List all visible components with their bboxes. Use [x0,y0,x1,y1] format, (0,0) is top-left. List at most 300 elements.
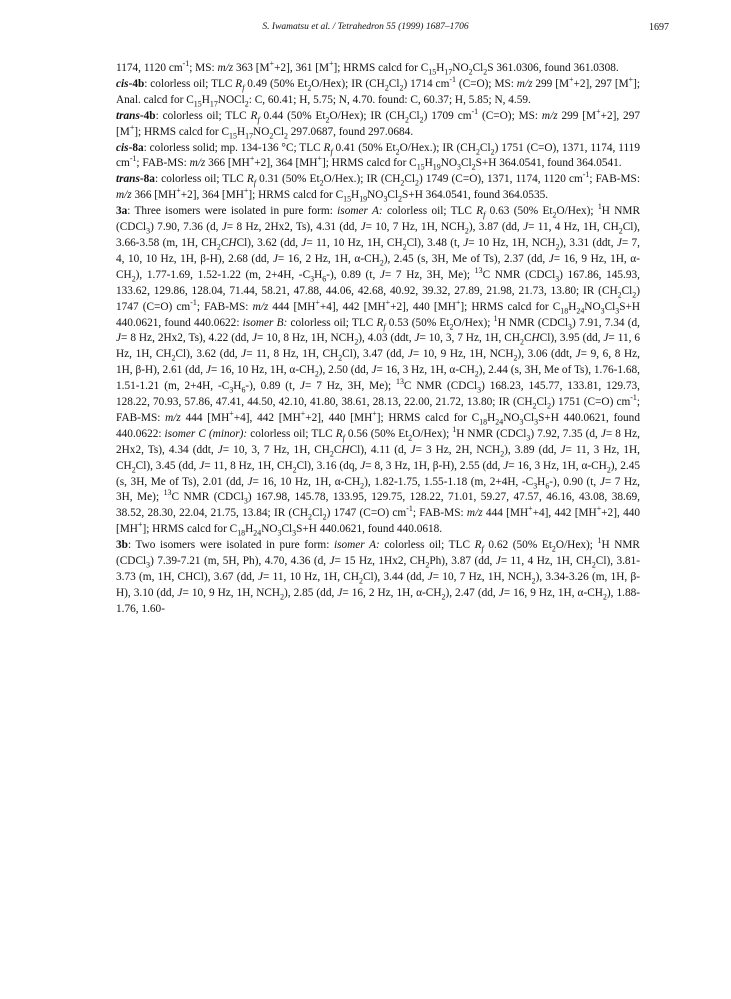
text-run: 2 [384,83,389,93]
text-run: R [246,173,254,186]
text-run: 2 [500,449,505,458]
text-run: J [217,443,223,456]
text-run: J [599,475,605,488]
text-run: 2 [474,369,479,379]
text-run: = 16, 2 Hz, 1H, α-CH [277,252,380,265]
text-run: C [333,443,342,456]
text-run: ) 7.90, 7.36 (d, [150,221,222,234]
text-run: 2 [408,433,413,443]
text-run: 0.53 (50% Et [385,316,450,329]
text-run: Cl), 3.62 (dd, [236,236,302,249]
text-run: 297.0687, found 297.0684. [287,125,414,138]
text-run: Cl [460,157,472,170]
text-run: m/z [516,77,533,90]
text-run: isomer A: [337,205,383,218]
text-run: + [129,122,135,132]
text-run: 3 [457,162,461,172]
text-run: 3b [116,539,128,552]
text-run: Cl [479,141,491,154]
text-run: ), 3.87 (dd, [468,221,524,234]
text-run: = 16, 9 Hz, 1H, α-CH [503,586,603,599]
text-run: Cl), 3.66-3.58 (m, 1H, CH [116,221,640,249]
text-run: = 7 Hz, 3H, Me); [384,268,475,281]
text-run: 2 [490,146,495,156]
text-run: 2 [632,289,637,299]
paragraph-3b [116,538,640,618]
text-run: = 10, 7 Hz, 1H, NCH [432,571,532,583]
text-run: colorless oil; TLC [247,427,336,440]
text-run: -1 [630,393,637,403]
text-run: H NMR (CDCl [116,205,640,234]
text-run: = 15 Hz, 1Hx2, CH [334,555,426,568]
text-run: ]; HRMS calcd for C [134,125,230,138]
text-run: 2 [475,146,480,156]
text-run: 2 [360,480,365,490]
text-run: ) 1714 cm [403,77,450,90]
text-run: m/z [165,411,181,424]
text-run: C NMR (CDCl [171,491,244,504]
text-run: 1 [493,313,498,323]
text-run: O/Hex); IR (CH [311,77,385,90]
text-run: = 8 Hz, 2Hx2, Ts), 4.31 (dd, [226,221,361,234]
text-run: 17 [209,99,218,109]
text-run: m/z [116,189,132,202]
text-run: NO [253,125,270,138]
text-run: Ph), 3.87 (dd, [429,555,496,568]
text-run: J [299,380,305,393]
text-run: R [376,316,384,329]
text-run: J [221,221,227,234]
text-run: ; FAB-MS: [136,157,190,170]
text-run: 6 [322,274,327,284]
text-run: = 9, 6, 8 Hz, 1H, β-H), 2.61 (dd, [116,348,640,377]
text-run: 366 [MH [205,157,250,170]
text-run: f [257,114,260,124]
text-run: H [201,93,210,106]
text-run: 2 [131,464,136,474]
text-run: O/Hex); [555,539,598,552]
text-run: + [569,75,574,85]
text-run: m/z [217,62,234,74]
text-run: = 16, 10 Hz, 1H, α-CH [252,475,361,488]
paragraph-continuation [116,61,640,77]
text-run: 17 [444,67,453,77]
text-run: : Two isomers were isolated in pure form: [127,539,334,552]
text-run: ), 2.45 (s, 3H, Me of Ts), 2.37 (dd, [383,252,549,265]
text-run: 0.41 (50% Et [332,141,396,154]
text-run: J [241,348,247,361]
paragraph-3a [116,204,640,538]
text-run: + [249,154,255,164]
text-run: trans [116,173,140,186]
text-run: J [575,348,581,361]
text-run: J [301,236,307,249]
text-run: H [351,189,360,202]
text-run: 2 [359,576,363,586]
text-run: J [247,475,253,488]
text-run: 0.56 (50% Et [344,427,409,440]
text-run: + [300,409,306,419]
text-run: isomer C (minor): [164,427,248,440]
text-run: H [245,523,254,536]
text-run: 2 [244,99,249,109]
text-run: ), 2.85 (dd, [284,586,338,599]
text-run: ), 4.03 (ddt, [358,332,415,345]
text-run: 0.63 (50% Et [485,205,553,218]
text-run: J [360,459,366,472]
text-run: 0.62 (50% Et [483,539,552,552]
text-run: 444 [MH [482,507,529,520]
text-run: NO [584,300,601,313]
text-run: ]; HRMS calcd for C [142,523,238,536]
text-run: : colorless oil; TLC [144,77,236,90]
text-run: NO [452,62,469,74]
text-run: = 11, 10 Hz, 1H, CH [306,236,403,249]
text-run: J [560,443,566,456]
text-run: H [531,332,540,345]
text-run: O/Hex.); IR (CH [323,173,401,186]
text-run: 0.44 (50% Et [259,109,326,122]
text-run: 3 [292,528,297,538]
text-run: colorless oil; TLC [382,205,477,218]
text-run: 2 [618,226,623,236]
text-run: m/z [466,507,483,520]
text-run: H NMR (CDCl [497,316,569,329]
text-run: colorless oil; TLC [287,316,377,329]
text-run: = 11, 10 Hz, 1H, CH [262,571,359,583]
text-run: ]; Anal. calcd for C [116,77,640,106]
text-run: -8a [128,141,144,154]
text-run: J [252,332,258,345]
text-run: 2 [280,592,285,602]
text-run: ]; HRMS calcd for C [460,300,561,313]
text-run: f [481,544,484,554]
text-run: 3 [146,226,151,236]
text-run: 3 [383,194,388,204]
text-run: 366 [MH [131,189,177,202]
text-run: R [250,109,258,122]
text-run: f [483,210,486,220]
text-run: + [596,504,602,514]
text-run: H [314,268,323,281]
text-run: f [342,433,345,443]
text-run: 13 [396,377,404,387]
text-run: + [229,409,234,419]
text-run: 2 [400,178,405,188]
text-run: H [233,380,242,393]
text-run: Cl), 3.47 (dd, [342,348,408,361]
text-run: 2 [402,242,407,252]
text-run: J [616,236,622,249]
text-run: 1 [597,536,602,546]
text-run: 2 [555,242,560,252]
text-run: 1 [452,425,457,435]
text-run: H [568,300,577,313]
text-run: H [341,443,350,456]
text-run: ) 1749 (C=O), 1371, 1174, 1120 cm [418,173,583,186]
text-run: 3 [277,528,282,538]
text-run: ), 3.34-3.26 (m, 1H, β-H), 3.10 (dd, [116,571,641,599]
text-run: ) 1751 (C=O) cm [551,396,631,409]
text-run: O/Hex.); IR (CH [399,141,476,154]
text-run: + [315,297,320,307]
text-run: J [503,459,509,472]
text-run: + [372,409,377,419]
text-run: ) 1747 (C=O) cm [116,284,640,313]
text-run: ) 167.98, 145.78, 133.95, 129.75, 128.22, 71.01, 59.27, 47.57, 46.16, 43.08, 38.69, 38.52, 28.30, 22.04, 21.75, 13.84; IR (CH [116,491,640,520]
text-run: f [253,178,256,188]
text-run: 299 [M [557,109,597,122]
text-run: m/z [252,300,269,313]
text-run: + [137,520,143,530]
text-run: H NMR (CDCl [116,539,640,568]
text-run: Cl), 4.11 (d, [349,443,411,456]
text-run: ) 167.86, 145.93, 133.62, 129.86, 128.04, 71.44, 58.21, 47.88, 44.06, 42.68, 40.92, 39.32, 27.89, 21.98, 21.73, 13.80; IR (CH [116,268,640,297]
text-run: = 7 Hz, 3H, Me); [304,380,397,393]
text-run: = 16, 3 Hz, 1H, α-CH [508,459,607,472]
text-run: H [228,236,237,249]
text-run: -1 [129,154,137,164]
text-run: Cl [621,284,633,297]
text-run: 2 [449,321,454,331]
text-run: = 8, 3 Hz, 1H, β-H), 2.55 (dd, [365,459,504,472]
text-run: cis [116,141,129,154]
text-run: f [383,321,386,331]
text-run: J [523,221,529,234]
text-run: 17 [245,130,254,140]
text-run: 18 [237,528,246,538]
text-run: 15 [416,162,425,172]
text-run: ; FAB-MS: [589,173,640,186]
text-run: H NMR (CDCl [456,427,527,440]
text-run: = 16, 9 Hz, 1H, α-CH [116,252,640,281]
text-run: +4], 442 [MH [532,507,597,520]
text-run: J [407,348,413,361]
text-run: = 7 Hz, 3H, Me); [116,475,640,504]
text-run: 2 [398,194,403,204]
text-run: Cl [311,507,323,520]
text-run: Cl [281,523,293,536]
text-run: -1 [471,106,479,116]
text-run: S+H 364.0541, found 364.0541. [475,157,622,170]
text-run: +2], 440 [MH [305,411,373,424]
text-run: + [455,297,461,307]
text-run: = 16, 2 Hz, 1H, α-CH [342,586,442,599]
text-run: J [600,427,606,440]
text-run: Cl), 3.62 (dd, [175,348,242,361]
text-run: 3 [519,417,524,427]
text-run: 3 [146,560,151,570]
text-run: Cl), 3.44 (dd, [362,571,428,583]
text-run: colorless oil; TLC [379,539,475,552]
text-run: C [523,332,532,345]
text-run: + [596,106,601,116]
text-run: O/Hex); IR (CH [329,109,406,122]
text-run: 3 [533,480,538,490]
text-run: (C=O); MS: [478,109,542,122]
text-run: : colorless oil; TLC [155,109,251,122]
text-run: +2], 440 [MH [390,300,456,313]
text-run: 3 [310,274,315,284]
text-run: 2 [617,289,622,299]
text-run: cis [116,77,129,90]
text-run: 0.49 (50% Et [244,77,308,90]
text-run: ; MS: [189,62,218,74]
text-run: ), 2.44 (s, 3H, Me of Ts), 1.76-1.68, 1.51-1.21 (m, 2+4H, -C [116,364,640,393]
text-run: 24 [495,417,504,427]
text-run: ), 3.06 (ddt, [517,348,576,361]
text-run: H [436,62,445,74]
text-run: = 8 Hz, 2Hx2, Ts), 4.34 (ddt, [116,427,640,456]
text-run: ]; HRMS calcd for C [376,411,480,424]
text-run: : Three isomers were isolated in pure form: [127,205,338,218]
text-run: C NMR (CDCl [403,380,478,393]
text-run: 299 [M [532,77,570,90]
text-run: 1 [597,202,602,212]
text-run: +2], 297 [M [116,109,640,138]
text-run: = 10, 3, 7 Hz, 1H, CH [222,443,330,456]
text-run: J [329,555,335,568]
text-run: Cl [273,125,284,138]
text-run: 2 [216,242,221,252]
text-run: ) 7.92, 7.35 (d, [530,427,601,440]
text-run: 2 [464,226,469,236]
text-run: Cl), 3.81-3.73 (m, 1H, CHCl), 3.67 (dd, [116,555,640,583]
text-run: R [335,427,343,440]
text-run: NO [261,523,278,536]
text-run: Cl [604,300,616,313]
text-run: 2 [552,210,557,220]
text-run: J [498,586,504,599]
text-run: J [410,443,416,456]
text-run: J [427,571,433,583]
text-run: 2 [329,449,334,458]
text-run: 3 [555,274,560,284]
text-run: J [371,364,377,377]
text-run: Cl [387,189,399,202]
text-run: 2 [419,114,424,124]
text-run: (C=O); MS: [455,77,517,90]
text-run: H [236,125,246,138]
text-run: m/z [189,157,206,170]
text-run: J [337,586,343,599]
text-run: 13 [163,488,172,498]
text-run: = 11, 8 Hz, 1H, CH [246,348,339,361]
text-run: + [317,154,322,164]
text-run: 18 [560,305,569,315]
text-run: 2 [322,512,327,522]
text-run: 2 [471,162,476,172]
text-run: 2 [314,369,319,379]
text-run: 6 [545,480,550,490]
text-run: ) 1751 (C=O), 1371, 1174, 1119 cm [116,141,640,170]
text-run: J [414,332,420,345]
text-run: 2 [292,464,297,474]
text-run: -1 [582,170,590,180]
text-run: -1 [406,504,413,514]
text-run: J [603,332,609,345]
text-run: ) 168.23, 145.77, 133.81, 129.73, 128.22, 70.93, 57.86, 47.41, 44.50, 42.10, 41.80, 38.61, 28.13, 22.00, 21.72, 13.80; IR (CH [116,380,640,409]
text-run: J [177,586,183,599]
text-run: C NMR (CDCl [482,268,556,281]
text-run: 2 [520,337,524,347]
experimental-body [116,61,640,618]
text-run: J [360,221,366,234]
text-run: ), 2.50 (dd, [318,364,372,377]
text-run: = 16, 3 Hz, 1H, α-CH [376,364,475,377]
text-run: ), 1.82-1.75, 1.55-1.18 (m, 2+4H, -C [364,475,534,488]
text-run: 3 [477,385,482,395]
text-run: Cl), 3.16 (dq, [296,459,361,472]
text-run: 15 [193,99,202,109]
text-run: 3a [116,205,128,218]
text-run: ), 1.88-1.76, 1.60- [116,586,641,615]
text-run: S+H 440.0621, found 440.0622: [116,411,640,440]
text-run: -4b [139,109,156,122]
text-run: +4], 442 [MH [319,300,386,313]
text-run: 2 [395,146,400,156]
text-run: ]; HRMS calcd for C [248,189,344,202]
text-run: O/Hex); [412,427,453,440]
text-run: 2 [606,464,611,474]
text-run: isomer B: [242,316,288,329]
text-run: 2 [441,592,446,602]
text-run: = 10, 7 Hz, 1H, NCH [365,221,465,234]
text-run: -4b [128,77,145,90]
text-run: + [385,297,391,307]
text-run: 3 [534,417,539,427]
text-run: 2 [319,178,324,188]
text-run: O/Hex); [453,316,494,329]
text-run: 2 [513,353,518,363]
text-run: 2 [483,67,488,77]
text-run: ; FAB-MS: [196,300,253,313]
text-run: ; FAB-MS: [116,396,641,424]
text-run: -), 0.89 (t, [245,380,300,393]
journal-citation: S. Iwamatsu et al. / Tetrahedron 55 (1999) 1687–1706 [262,22,469,32]
text-run: = 3 Hz, 2H, NCH [415,443,501,456]
text-run: 2 [307,83,312,93]
text-run: ), 3.31 (ddt, [559,236,617,249]
text-run: Cl [408,109,420,122]
text-run: 2 [171,353,176,363]
paragraph-trans-4b [116,106,640,141]
text-run: J [463,236,469,249]
text-run: 6 [241,385,246,395]
text-run: 15 [428,67,437,77]
text-run: NOCl [217,93,245,106]
text-run: ) 7.39-7.21 (m, 5H, Ph), 4.70, 4.36 (d, [150,555,330,568]
text-run: f [242,83,245,93]
text-run: Cl [536,396,548,409]
text-run: 1174, 1120 cm [116,62,183,74]
text-run: = 11, 6 Hz, 1H, CH [116,332,640,361]
text-run: = 11, 4 Hz, 1H, CH [500,555,592,568]
text-run: = 16, 10 Hz, 1H, α-CH [210,364,315,377]
text-run: R [323,141,331,154]
text-run: : colorless oil; TLC [154,173,247,186]
text-run: 24 [253,528,262,538]
text-run: + [329,59,334,69]
text-run: = 8 Hz, 2Hx2, Ts), 4.22 (dd, [121,332,253,345]
text-run: = 10, 9 Hz, 1H, NCH [182,586,281,599]
text-run: +2], 364 [MH [180,189,244,202]
text-run: +2], 364 [MH [254,157,318,170]
text-run: 2 [468,67,473,77]
text-run: 3 [526,433,531,443]
text-run: S+H 440.0621, found 440.0622: [116,300,641,329]
text-run: 2 [405,114,409,124]
